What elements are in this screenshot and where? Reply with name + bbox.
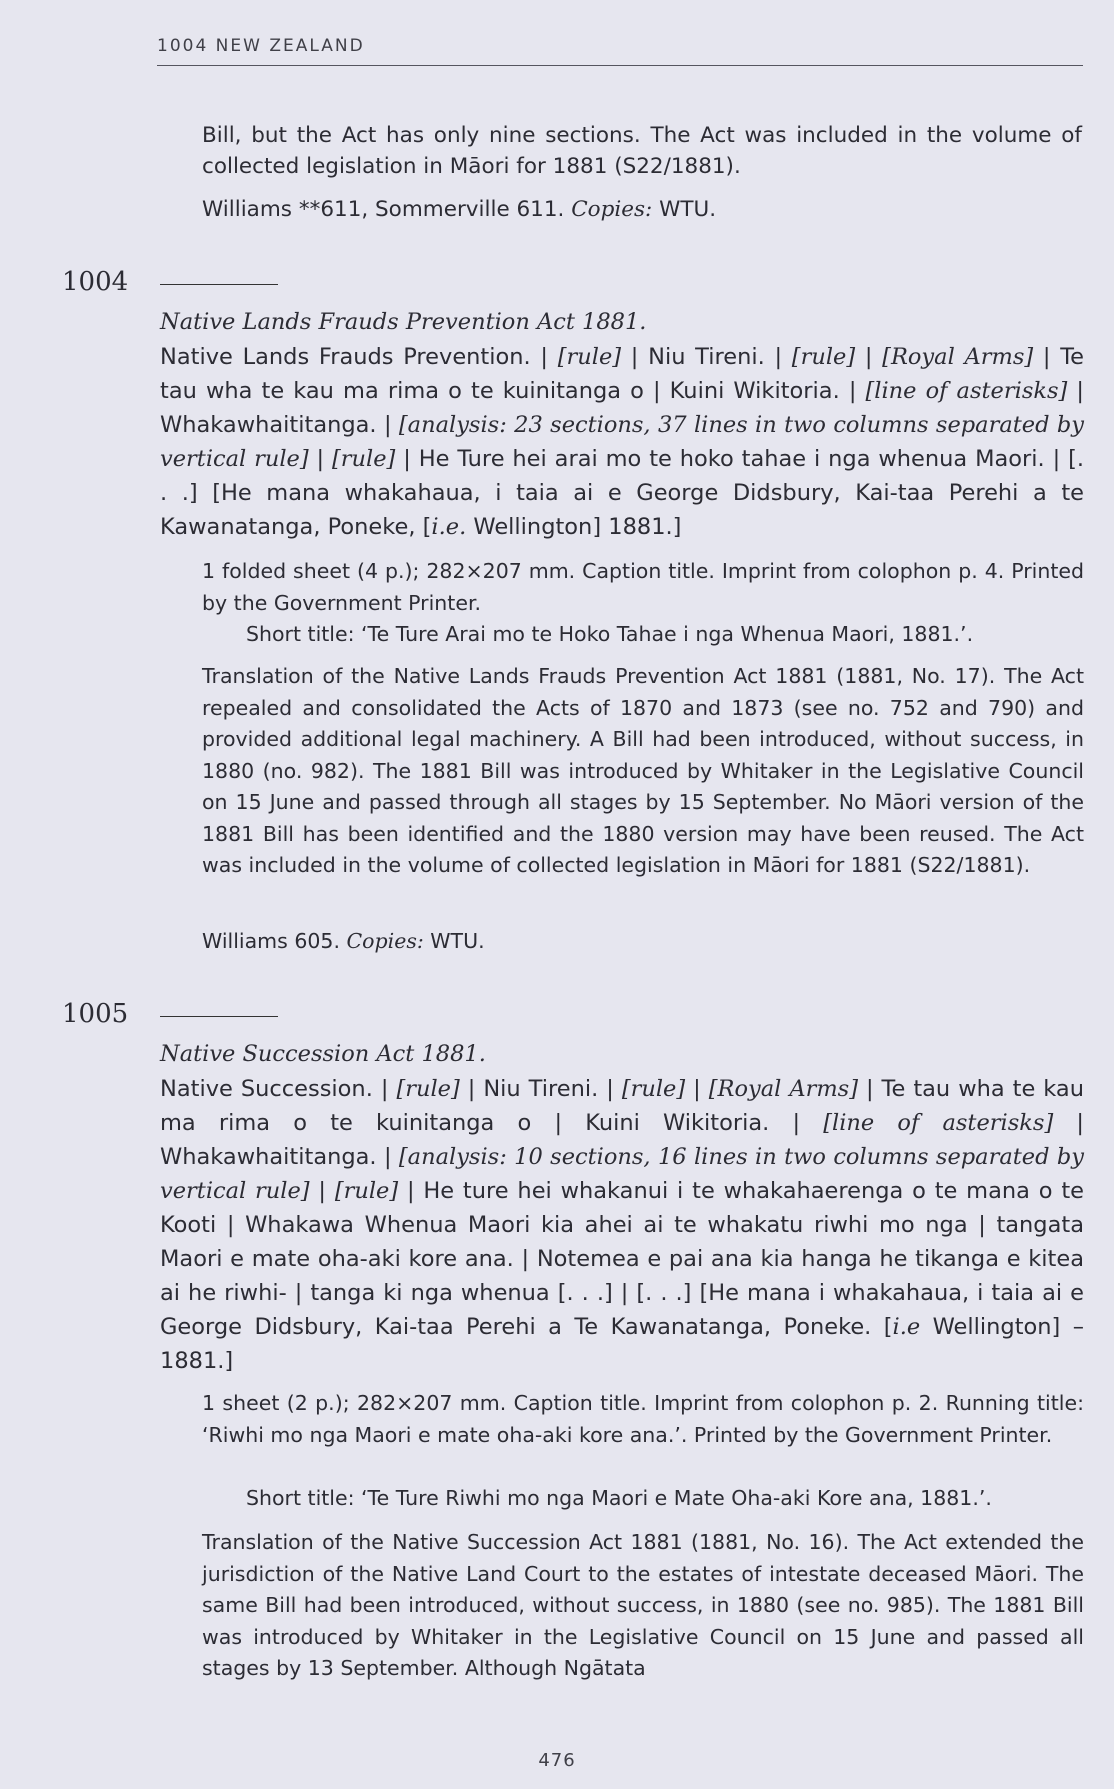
reference-text: Williams 605. xyxy=(202,929,347,953)
author-dash xyxy=(160,284,278,285)
entry-transcription: Native Succession. | [rule] | Niu Tireni. | [rule] | [Royal Arms] | Te tau wha te kau ma rima o te kuinitanga o | Kuini Wikitoria. | [line of asterisks] | Whakawhaititanga. | [analysis: 10 sections, 16 lines in two columns separated by vertical rule] | [rule] | He ture hei whakanui i te whakahaerenga o te mana o te Kooti | Whakawa Whenua Maori kia ahei ai te whakatu riwhi mo nga | tangata Maori e mate oha-aki kore ana. | Notemea e pai ana kia hanga he tikanga e kitea ai he riwhi- | tanga ki nga whenua [. . .] | [. . .] [He mana i whakahaua, i taia ai e George Didsbury, Kai-taa Perehi a Te Kawanatanga, Poneke. [i.e Wellington] –1881.] xyxy=(160,1076,1084,1374)
entry-note: Translation of the Native Lands Frauds Prevention Act 1881 (1881, No. 17). The Act repealed and consolidated the Acts of 1870 and 1873 (see no. 752 and 790) and provided additional legal machinery. A Bill had been introduced, without success, in 1880 (no. 982). The 1881 Bill was introduced by Whitaker in the Legislative Council on 15 June and passed through all stages by 15 September. No Māori version of the 1881 Bill has been identified and the 1880 version may have been reused. The Act was included in the volume of collected legislation in Māori for 1881 (S22/1881). xyxy=(202,664,1084,877)
entry-physical-description: 1 folded sheet (4 p.); 282×207 mm. Caption title. Imprint from colophon p. 4. Printed by the Government Printer. xyxy=(202,559,1084,615)
continuation-note xyxy=(202,120,1082,182)
entry-number: 1005 xyxy=(62,999,129,1029)
copies-label: Copies: xyxy=(571,197,653,222)
continuation-paragraph: Bill, but the Act has only nine sections. The Act was included in the volume of collected legislation in Māori for 1881 (S22/1881). xyxy=(202,123,1082,179)
copies-value: WTU. xyxy=(652,197,717,222)
page-number: 476 xyxy=(538,1750,576,1771)
author-dash xyxy=(160,1016,278,1017)
header-rule xyxy=(157,65,1083,66)
entry-transcription: Native Lands Frauds Prevention. | [rule] | Niu Tireni. | [rule] | [Royal Arms] | Te tau wha te kau ma rima o te kuinitanga o | Kuini Wikitoria. | [line of asterisks] | Whakawhaititanga. | [analysis: 23 sections, 37 lines in two columns separated by vertical rule] | [rule] | He Ture hei arai mo te hoko tahae i nga whenua Maori. | [. . .] [He mana whakahaua, i taia ai e George Didsbury, Kai-taa Perehi a te Kawanatanga, Poneke, [i.e. Wellington] 1881.] xyxy=(160,344,1085,540)
entry-short-title: Short title: ‘Te Ture Arai mo te Hoko Tahae i nga Whenua Maori, 1881.’. xyxy=(246,622,974,646)
running-head: 1004 NEW ZEALAND xyxy=(157,36,365,56)
entry-number: 1004 xyxy=(62,267,129,297)
continuation-reference xyxy=(202,194,1082,225)
entry-note: Translation of the Native Succession Act 1881 (1881, No. 16). The Act extended the jurisdiction of the Native Land Court to the estates of intestate deceased Māori. The same Bill had been introduced, without success, in 1880 (see no. 985). The 1881 Bill was introduced by Whitaker in the Legislative Council on 15 June and passed all stages by 13 September. Although Ngātata xyxy=(202,1530,1084,1680)
copies-label: Copies: xyxy=(346,929,424,953)
entry-short-title: Short title: ‘Te Ture Riwhi mo nga Maori e Mate Oha-aki Kore ana, 1881.’. xyxy=(246,1486,992,1510)
entry-reference xyxy=(202,926,1082,958)
entry-title: Native Succession Act 1881. xyxy=(160,1041,486,1067)
reference-text: Williams **611, Sommerville 611. xyxy=(202,197,572,222)
entry-title: Native Lands Frauds Prevention Act 1881. xyxy=(160,309,647,335)
entry-physical-description: 1 sheet (2 p.); 282×207 mm. Caption title. Imprint from colophon p. 2. Running title: ‘Riwhi mo nga Maori e mate oha-aki kore ana.’. Printed by the Government Printer. xyxy=(202,1391,1084,1447)
copies-value: WTU. xyxy=(423,929,485,953)
